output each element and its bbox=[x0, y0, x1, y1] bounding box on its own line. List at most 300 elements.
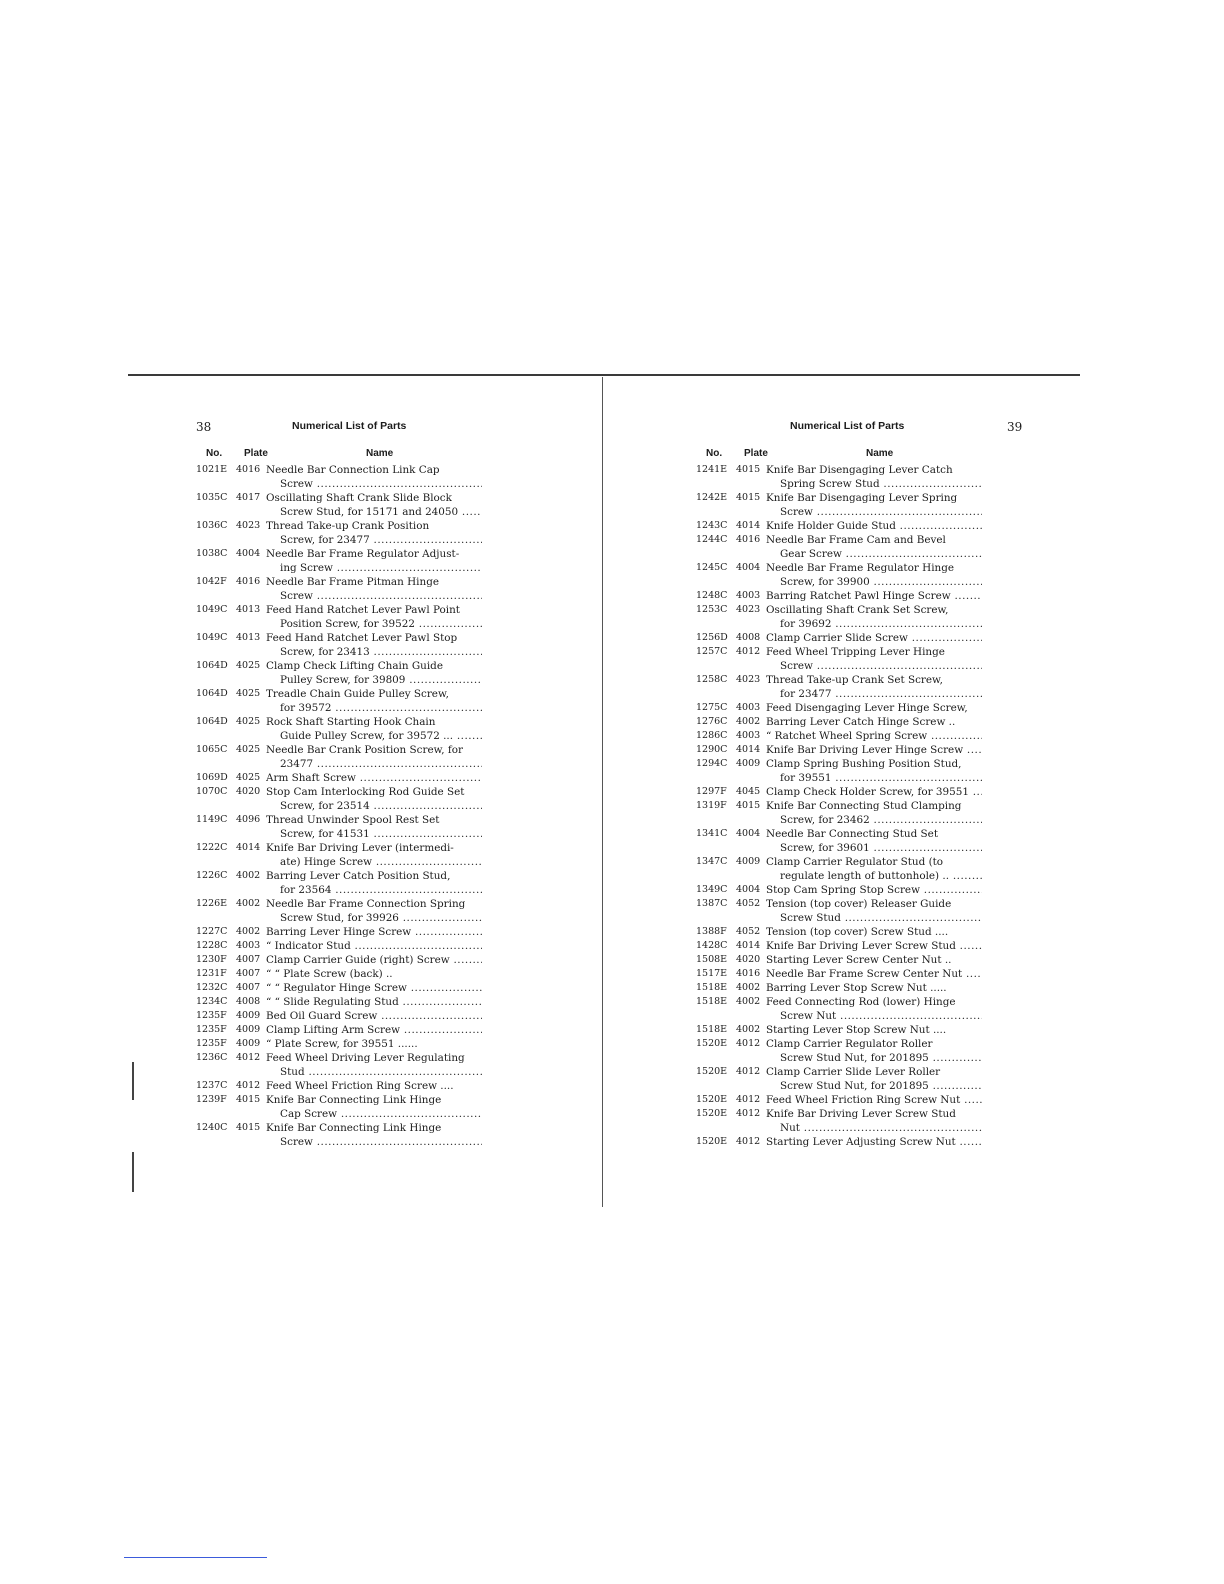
plate-number: 4007 bbox=[236, 954, 261, 965]
plate-number: 4012 bbox=[736, 1066, 761, 1077]
part-number: 1227C bbox=[196, 926, 228, 937]
part-name bbox=[266, 547, 482, 575]
table-row bbox=[696, 533, 1006, 561]
table-row bbox=[196, 841, 506, 869]
table-row bbox=[196, 519, 506, 547]
page-title: Numerical List of Parts bbox=[292, 420, 407, 432]
part-number: 1242E bbox=[696, 492, 728, 503]
part-number: 1257C bbox=[696, 646, 728, 657]
table-row bbox=[696, 701, 1006, 715]
part-name-line: Screw, for 23477 ..... bbox=[266, 533, 482, 547]
plate-number: 4007 bbox=[236, 968, 261, 979]
plate-number: 4002 bbox=[236, 926, 261, 937]
part-name-line: Clamp Carrier Slide Screw ..... bbox=[766, 631, 982, 645]
part-number: 1070C bbox=[196, 786, 228, 797]
part-name-line: Screw Stud ..... bbox=[766, 911, 982, 925]
table-row bbox=[696, 645, 1006, 673]
part-number: 1428C bbox=[696, 940, 728, 951]
plate-number: 4012 bbox=[736, 646, 761, 657]
part-number: 1520E bbox=[696, 1136, 728, 1147]
part-name-line: Position Screw, for 39522 ..... bbox=[266, 617, 482, 631]
table-row bbox=[696, 883, 1006, 897]
part-number: 1518E bbox=[696, 1024, 728, 1035]
table-row bbox=[696, 1107, 1006, 1135]
part-name bbox=[766, 491, 982, 519]
part-name-line: ing Screw ..... bbox=[266, 561, 482, 575]
part-name-line: Tension (top cover) Screw Stud .... bbox=[766, 926, 949, 938]
part-name-line: Needle Bar Frame Connection Spring bbox=[266, 898, 466, 910]
table-row bbox=[696, 673, 1006, 701]
part-name-line: Knife Bar Driving Lever Screw Stud bbox=[766, 1108, 956, 1120]
part-number: 1256D bbox=[696, 632, 728, 643]
part-name-line: “ Ratchet Wheel Spring Screw ..... bbox=[766, 729, 982, 743]
plate-number: 4014 bbox=[736, 744, 761, 755]
part-name-line: Screw, for 23514 ..... bbox=[266, 799, 482, 813]
part-name bbox=[266, 463, 482, 491]
part-name-line: Screw, for 23413 ..... bbox=[266, 645, 482, 659]
part-name-line: Knife Bar Driving Lever Hinge Screw ..... bbox=[766, 743, 982, 757]
table-row bbox=[196, 743, 506, 771]
part-number: 1508E bbox=[696, 954, 728, 965]
page-title: Numerical List of Parts bbox=[790, 420, 905, 432]
part-name-line: Screw ..... bbox=[266, 589, 482, 603]
part-name bbox=[266, 771, 482, 785]
table-row bbox=[696, 897, 1006, 925]
part-name bbox=[766, 519, 982, 533]
part-name bbox=[766, 785, 982, 799]
part-name-line: Barring Lever Hinge Screw ..... bbox=[266, 925, 482, 939]
part-name-line: Clamp Check Holder Screw, for 39551 ..... bbox=[766, 785, 982, 799]
part-number: 1230F bbox=[196, 954, 227, 965]
header-name: Name bbox=[866, 448, 894, 459]
table-row bbox=[696, 925, 1006, 939]
part-name-line: Screw ..... bbox=[266, 477, 482, 491]
header-no: No. bbox=[706, 448, 723, 459]
header-name: Name bbox=[366, 448, 394, 459]
plate-number: 4015 bbox=[236, 1094, 261, 1105]
part-name bbox=[266, 1051, 482, 1079]
part-number: 1297F bbox=[696, 786, 727, 797]
plate-number: 4003 bbox=[736, 590, 761, 601]
part-number: 1064D bbox=[196, 688, 228, 699]
part-number: 1245C bbox=[696, 562, 728, 573]
part-name-line: Screw Stud, for 15171 and 24050 ..... bbox=[266, 505, 482, 519]
table-row bbox=[196, 1051, 506, 1079]
table-row bbox=[696, 603, 1006, 631]
part-name bbox=[766, 953, 982, 967]
part-name-line: 23477 ..... bbox=[266, 757, 482, 771]
table-row bbox=[696, 561, 1006, 589]
part-name-line: Screw Stud Nut, for 201895 ..... bbox=[766, 1051, 982, 1065]
part-name-line: Knife Bar Driving Lever (intermedi- bbox=[266, 842, 454, 854]
plate-number: 4002 bbox=[236, 898, 261, 909]
part-number: 1520E bbox=[696, 1066, 728, 1077]
part-name-line: Pulley Screw, for 39809 ..... bbox=[266, 673, 482, 687]
part-number: 1276C bbox=[696, 716, 728, 727]
table-row bbox=[196, 995, 506, 1009]
plate-number: 4003 bbox=[736, 730, 761, 741]
part-name-line: Clamp Carrier Regulator Stud (to bbox=[766, 856, 944, 868]
table-row bbox=[196, 771, 506, 785]
part-number: 1035C bbox=[196, 492, 228, 503]
part-name bbox=[766, 729, 982, 743]
plate-number: 4015 bbox=[736, 800, 761, 811]
part-name bbox=[266, 1079, 482, 1093]
part-name-line: “ “ Slide Regulating Stud ..... bbox=[266, 995, 482, 1009]
table-row bbox=[196, 687, 506, 715]
part-number: 1275C bbox=[696, 702, 728, 713]
plate-number: 4025 bbox=[236, 660, 261, 671]
part-name-line: Starting Lever Screw Center Nut .. bbox=[766, 954, 952, 966]
part-name-line: Thread Take-up Crank Set Screw, bbox=[766, 674, 943, 686]
table-row bbox=[196, 897, 506, 925]
table-row bbox=[196, 925, 506, 939]
part-number: 1226C bbox=[196, 870, 228, 881]
part-name-line: Arm Shaft Screw ..... bbox=[266, 771, 482, 785]
table-row bbox=[696, 491, 1006, 519]
part-name bbox=[766, 561, 982, 589]
header-plate: Plate bbox=[244, 448, 268, 459]
table-row bbox=[696, 967, 1006, 981]
part-name bbox=[766, 589, 982, 603]
part-number: 1319F bbox=[696, 800, 727, 811]
table-row bbox=[696, 715, 1006, 729]
part-number: 1349C bbox=[696, 884, 728, 895]
part-name-line: Feed Connecting Rod (lower) Hinge bbox=[766, 996, 956, 1008]
part-name-line: Needle Bar Connection Link Cap bbox=[266, 464, 440, 476]
part-name bbox=[266, 603, 482, 631]
table-row bbox=[196, 463, 506, 491]
part-name bbox=[766, 743, 982, 757]
part-number: 1237C bbox=[196, 1080, 228, 1091]
part-name-line: Needle Bar Frame Pitman Hinge bbox=[266, 576, 440, 588]
part-number: 1065C bbox=[196, 744, 228, 755]
column-headers bbox=[196, 448, 496, 462]
part-name-line: Feed Wheel Tripping Lever Hinge bbox=[766, 646, 945, 658]
part-name-line: Needle Bar Frame Regulator Hinge bbox=[766, 562, 955, 574]
part-name bbox=[766, 827, 982, 855]
plate-number: 4012 bbox=[736, 1038, 761, 1049]
part-name bbox=[766, 715, 982, 729]
part-number: 1234C bbox=[196, 996, 228, 1007]
part-number: 1235F bbox=[196, 1010, 227, 1021]
table-row bbox=[196, 939, 506, 953]
part-number: 1049C bbox=[196, 632, 228, 643]
table-row bbox=[696, 1135, 1006, 1149]
part-name-line: Feed Hand Ratchet Lever Pawl Stop bbox=[266, 632, 458, 644]
page-gutter bbox=[602, 377, 603, 1207]
part-name-line: Cap Screw ..... bbox=[266, 1107, 482, 1121]
part-name bbox=[266, 659, 482, 687]
part-name bbox=[266, 1023, 482, 1037]
plate-number: 4002 bbox=[736, 982, 761, 993]
part-number: 1243C bbox=[696, 520, 728, 531]
page-number: 38 bbox=[196, 420, 212, 434]
table-row bbox=[196, 491, 506, 519]
table-row bbox=[696, 757, 1006, 785]
part-name bbox=[766, 883, 982, 897]
plate-number: 4025 bbox=[236, 688, 261, 699]
plate-number: 4007 bbox=[236, 982, 261, 993]
column-headers bbox=[696, 448, 996, 462]
table-row bbox=[196, 603, 506, 631]
part-number: 1069D bbox=[196, 772, 228, 783]
part-name bbox=[766, 799, 982, 827]
page-number: 39 bbox=[1007, 420, 1023, 434]
table-row bbox=[196, 575, 506, 603]
part-number: 1064D bbox=[196, 716, 228, 727]
part-name-line: Feed Wheel Driving Lever Regulating bbox=[266, 1052, 465, 1064]
part-name-line: Stop Cam Spring Stop Screw ..... bbox=[766, 883, 982, 897]
table-row bbox=[196, 869, 506, 897]
part-name-line: “ “ Regulator Hinge Screw ..... bbox=[266, 981, 482, 995]
part-number: 1347C bbox=[696, 856, 728, 867]
table-row bbox=[696, 729, 1006, 743]
plate-number: 4008 bbox=[736, 632, 761, 643]
part-name-line: Oscillating Shaft Crank Set Screw, bbox=[766, 604, 949, 616]
plate-number: 4045 bbox=[736, 786, 761, 797]
part-name-line: Screw, for 23462 ..... bbox=[766, 813, 982, 827]
part-name bbox=[766, 1037, 982, 1065]
part-name-line: Clamp Carrier Guide (right) Screw ..... bbox=[266, 953, 482, 967]
plate-number: 4009 bbox=[236, 1038, 261, 1049]
part-number: 1520E bbox=[696, 1108, 728, 1119]
part-name bbox=[266, 743, 482, 771]
part-name-line: Bed Oil Guard Screw ..... bbox=[266, 1009, 482, 1023]
part-name-line: Clamp Carrier Regulator Roller bbox=[766, 1038, 933, 1050]
table-row bbox=[696, 631, 1006, 645]
table-row bbox=[196, 1093, 506, 1121]
part-name-line: Starting Lever Adjusting Screw Nut ..... bbox=[766, 1135, 982, 1149]
part-name bbox=[266, 631, 482, 659]
plate-number: 4020 bbox=[236, 786, 261, 797]
part-name-line: Starting Lever Stop Screw Nut .... bbox=[766, 1024, 947, 1036]
part-number: 1341C bbox=[696, 828, 728, 839]
plate-number: 4008 bbox=[236, 996, 261, 1007]
part-name bbox=[766, 1135, 982, 1149]
plate-number: 4002 bbox=[236, 870, 261, 881]
part-name-line: Screw, for 41531 ..... bbox=[266, 827, 482, 841]
part-name-line: Oscillating Shaft Crank Slide Block bbox=[266, 492, 452, 504]
table-row bbox=[196, 547, 506, 575]
part-name-line: for 39692 ..... bbox=[766, 617, 982, 631]
header-plate: Plate bbox=[744, 448, 768, 459]
part-name bbox=[266, 1037, 482, 1051]
part-name-line: Screw, for 39601 ..... bbox=[766, 841, 982, 855]
plate-number: 4009 bbox=[736, 856, 761, 867]
part-name-line: Needle Bar Crank Position Screw, for bbox=[266, 744, 463, 756]
part-name bbox=[766, 897, 982, 925]
part-name-line: Clamp Spring Bushing Position Stud, bbox=[766, 758, 962, 770]
part-name bbox=[766, 981, 982, 995]
parts-list bbox=[196, 463, 506, 1149]
part-number: 1387C bbox=[696, 898, 728, 909]
table-row bbox=[696, 1065, 1006, 1093]
part-name-line: “ Plate Screw, for 39551 ...... bbox=[266, 1038, 418, 1050]
part-number: 1241E bbox=[696, 464, 728, 475]
plate-number: 4016 bbox=[736, 534, 761, 545]
plate-number: 4025 bbox=[236, 716, 261, 727]
part-name bbox=[766, 1093, 982, 1107]
part-name-line: Feed Wheel Friction Ring Screw .... bbox=[266, 1080, 454, 1092]
part-name bbox=[266, 995, 482, 1009]
part-name-line: Needle Bar Frame Screw Center Nut ..... bbox=[766, 967, 982, 981]
table-row bbox=[696, 855, 1006, 883]
part-number: 1038C bbox=[196, 548, 228, 559]
part-name-line: for 23564 ..... bbox=[266, 883, 482, 897]
part-name-line: Needle Bar Frame Cam and Bevel bbox=[766, 534, 946, 546]
part-name bbox=[266, 981, 482, 995]
part-name bbox=[266, 813, 482, 841]
plate-number: 4023 bbox=[736, 674, 761, 685]
part-name bbox=[266, 925, 482, 939]
margin-mark bbox=[132, 1152, 134, 1192]
plate-number: 4016 bbox=[236, 576, 261, 587]
plate-number: 4012 bbox=[736, 1136, 761, 1147]
part-number: 1240C bbox=[196, 1122, 228, 1133]
plate-number: 4025 bbox=[236, 772, 261, 783]
table-row bbox=[696, 1093, 1006, 1107]
part-name bbox=[766, 603, 982, 631]
plate-number: 4020 bbox=[736, 954, 761, 965]
plate-number: 4003 bbox=[736, 702, 761, 713]
part-name-line: Feed Hand Ratchet Lever Pawl Point bbox=[266, 604, 460, 616]
part-name bbox=[266, 1009, 482, 1023]
part-number: 1518E bbox=[696, 982, 728, 993]
plate-number: 4023 bbox=[236, 520, 261, 531]
part-name-line: Knife Bar Driving Lever Screw Stud ..... bbox=[766, 939, 982, 953]
part-name bbox=[766, 701, 982, 715]
part-name-line: Knife Bar Connecting Link Hinge bbox=[266, 1094, 442, 1106]
part-name bbox=[266, 897, 482, 925]
plate-number: 4016 bbox=[236, 464, 261, 475]
part-name bbox=[266, 1121, 482, 1149]
plate-number: 4004 bbox=[736, 828, 761, 839]
plate-number: 4009 bbox=[236, 1010, 261, 1021]
part-name bbox=[266, 519, 482, 547]
plate-number: 4017 bbox=[236, 492, 261, 503]
part-number: 1228C bbox=[196, 940, 228, 951]
part-name-line: regulate length of buttonhole) .. ..... bbox=[766, 869, 982, 883]
part-name bbox=[766, 533, 982, 561]
plate-number: 4009 bbox=[236, 1024, 261, 1035]
part-name-line: Guide Pulley Screw, for 39572 ... ..... bbox=[266, 729, 482, 743]
plate-number: 4014 bbox=[736, 520, 761, 531]
plate-number: 4025 bbox=[236, 744, 261, 755]
part-number: 1235F bbox=[196, 1024, 227, 1035]
plate-number: 4015 bbox=[736, 464, 761, 475]
part-name-line: Clamp Check Lifting Chain Guide bbox=[266, 660, 443, 672]
part-name-line: Knife Bar Connecting Link Hinge bbox=[266, 1122, 442, 1134]
part-name bbox=[266, 939, 482, 953]
part-number: 1231F bbox=[196, 968, 227, 979]
part-name bbox=[266, 491, 482, 519]
part-number: 1248C bbox=[696, 590, 728, 601]
plate-number: 4015 bbox=[736, 492, 761, 503]
plate-number: 4004 bbox=[736, 562, 761, 573]
table-row bbox=[196, 1023, 506, 1037]
part-number: 1517E bbox=[696, 968, 728, 979]
table-row bbox=[696, 981, 1006, 995]
part-name-line: Clamp Carrier Slide Lever Roller bbox=[766, 1066, 941, 1078]
table-row bbox=[696, 953, 1006, 967]
part-number: 1520E bbox=[696, 1094, 728, 1105]
header-no: No. bbox=[206, 448, 223, 459]
part-name bbox=[266, 1093, 482, 1121]
part-number: 1290C bbox=[696, 744, 728, 755]
table-row bbox=[196, 953, 506, 967]
part-name bbox=[766, 939, 982, 953]
part-name bbox=[266, 785, 482, 813]
table-row bbox=[196, 1037, 506, 1051]
part-number: 1222C bbox=[196, 842, 228, 853]
part-name-line: Feed Wheel Friction Ring Screw Nut ..... bbox=[766, 1093, 982, 1107]
part-name-line: Stud ..... bbox=[266, 1065, 482, 1079]
table-row bbox=[196, 1121, 506, 1149]
part-number: 1049C bbox=[196, 604, 228, 615]
part-name-line: Screw Stud, for 39926 ..... bbox=[266, 911, 482, 925]
part-name-line: Barring Ratchet Pawl Hinge Screw ..... bbox=[766, 589, 982, 603]
part-number: 1149C bbox=[196, 814, 228, 825]
part-name-line: Thread Take-up Crank Position bbox=[266, 520, 430, 532]
part-number: 1036C bbox=[196, 520, 228, 531]
table-row bbox=[696, 799, 1006, 827]
part-number: 1236C bbox=[196, 1052, 228, 1063]
top-rule bbox=[128, 374, 1080, 376]
part-name-line: Treadle Chain Guide Pulley Screw, bbox=[266, 688, 449, 700]
part-number: 1232C bbox=[196, 982, 228, 993]
plate-number: 4012 bbox=[736, 1108, 761, 1119]
part-name bbox=[266, 841, 482, 869]
part-name-line: Knife Bar Connecting Stud Clamping bbox=[766, 800, 962, 812]
part-name-line: Screw Nut ..... bbox=[766, 1009, 982, 1023]
table-row bbox=[196, 981, 506, 995]
part-name bbox=[766, 925, 982, 939]
part-number: 1520E bbox=[696, 1038, 728, 1049]
part-name-line: Knife Bar Disengaging Lever Catch bbox=[766, 464, 953, 476]
part-number: 1239F bbox=[196, 1094, 227, 1105]
plate-number: 4012 bbox=[236, 1080, 261, 1091]
plate-number: 4002 bbox=[736, 996, 761, 1007]
plate-number: 4015 bbox=[236, 1122, 261, 1133]
part-number: 1064D bbox=[196, 660, 228, 671]
part-name bbox=[266, 687, 482, 715]
part-name-line: Clamp Lifting Arm Screw ..... bbox=[266, 1023, 482, 1037]
part-name bbox=[766, 463, 982, 491]
part-name bbox=[766, 631, 982, 645]
part-name-line: Barring Lever Catch Position Stud, bbox=[266, 870, 451, 882]
table-row bbox=[696, 827, 1006, 855]
table-row bbox=[196, 967, 506, 981]
part-name bbox=[266, 953, 482, 967]
part-name-line: Spring Screw Stud ..... bbox=[766, 477, 982, 491]
part-name-line: Stop Cam Interlocking Rod Guide Set bbox=[266, 786, 465, 798]
part-number: 1235F bbox=[196, 1038, 227, 1049]
part-name-line: Feed Disengaging Lever Hinge Screw, bbox=[766, 702, 968, 714]
plate-number: 4012 bbox=[236, 1052, 261, 1063]
table-row bbox=[696, 785, 1006, 799]
part-name bbox=[766, 855, 982, 883]
part-number: 1258C bbox=[696, 674, 728, 685]
part-name-line: for 39551 ..... bbox=[766, 771, 982, 785]
part-name bbox=[766, 757, 982, 785]
part-name-line: ate) Hinge Screw ..... bbox=[266, 855, 482, 869]
table-row bbox=[696, 939, 1006, 953]
part-number: 1518E bbox=[696, 996, 728, 1007]
part-name bbox=[266, 715, 482, 743]
plate-number: 4052 bbox=[736, 926, 761, 937]
plate-number: 4016 bbox=[736, 968, 761, 979]
